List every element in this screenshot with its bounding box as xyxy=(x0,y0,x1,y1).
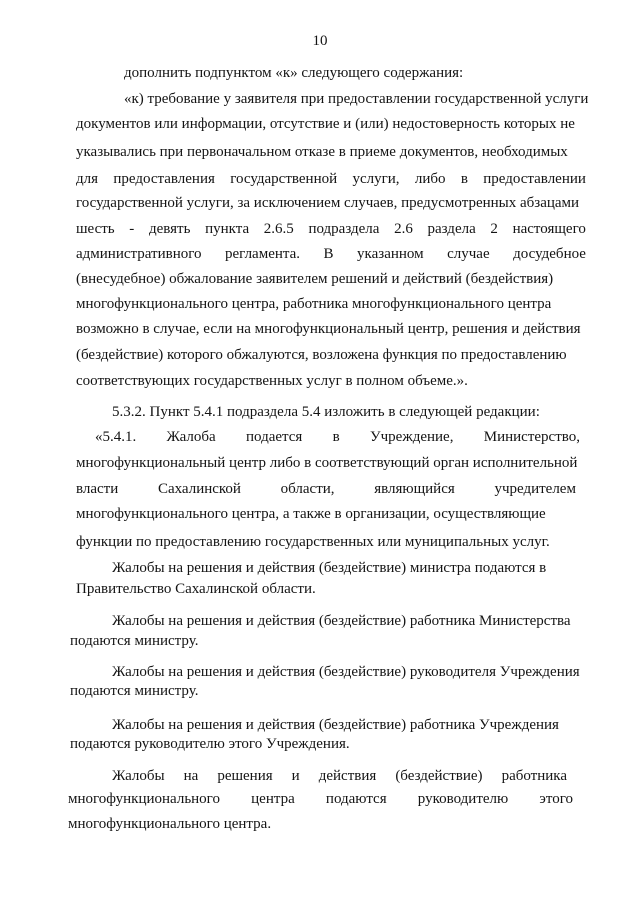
text-segment: являющийся xyxy=(374,481,455,497)
text-line xyxy=(76,533,581,551)
text-segment: В xyxy=(323,246,334,262)
text-segment: 2.6 xyxy=(394,221,413,237)
text-segment: подаются руководителю этого Учреждения. xyxy=(70,736,350,752)
text-segment: пункта xyxy=(205,221,250,237)
text-segment: Жалобы на решения и действия (бездействие) работника Министерства xyxy=(112,613,571,629)
text-segment: работника xyxy=(501,768,567,784)
text-segment: шесть xyxy=(76,221,115,237)
text-segment: соответствующих государственных услуг в полном объеме.». xyxy=(76,373,468,389)
text-segment: многофункционального центра, работника многофункционального центра xyxy=(76,296,552,312)
text-segment: 2.6.5 xyxy=(263,221,294,237)
text-line xyxy=(76,220,586,238)
text-line xyxy=(112,716,572,734)
text-segment: 2 xyxy=(490,221,498,237)
text-line xyxy=(76,505,581,523)
text-segment: Жалобы на решения и действия (бездействие) руководителя Учреждения xyxy=(112,664,580,680)
text-segment: Учреждение, xyxy=(370,429,454,445)
text-segment: на xyxy=(183,768,199,784)
text-segment: подаются министру. xyxy=(70,683,199,699)
text-segment: Министерство, xyxy=(483,429,580,445)
text-segment: - xyxy=(129,221,135,237)
text-segment: Правительство Сахалинской области. xyxy=(76,581,316,597)
text-segment: досудебное xyxy=(513,246,586,262)
text-line xyxy=(112,612,572,630)
text-segment: власти xyxy=(76,481,119,497)
text-segment: Жалобы на решения и действия (бездействие) работника Учреждения xyxy=(112,717,559,733)
text-segment: многофункционального xyxy=(68,791,220,807)
text-line xyxy=(112,559,572,577)
text-line xyxy=(112,403,582,421)
text-line xyxy=(76,372,586,390)
text-segment: многофункционального центра. xyxy=(68,816,272,832)
text-segment: области, xyxy=(280,481,335,497)
text-line xyxy=(95,428,580,446)
text-segment: руководителю xyxy=(417,791,509,807)
text-line xyxy=(112,663,580,681)
text-segment: (бездействие) которого обжалуются, возложена функция по предоставлению xyxy=(76,347,567,363)
text-line xyxy=(76,115,586,133)
text-segment: (бездействие) xyxy=(395,768,483,784)
text-line xyxy=(76,346,586,364)
text-segment: учредителем xyxy=(494,481,576,497)
text-segment: указывались при первоначальном отказе в приеме документов, необходимых xyxy=(76,144,568,160)
text-segment: Жалобы xyxy=(112,768,165,784)
text-segment: услуги, xyxy=(352,171,400,187)
text-segment: Жалоба xyxy=(166,429,216,445)
text-segment: многофункциональный центр либо в соответствующий орган исполнительной xyxy=(76,455,578,471)
text-line xyxy=(76,270,586,288)
text-segment: государственной xyxy=(230,171,338,187)
text-segment: центра xyxy=(251,791,295,807)
text-line xyxy=(76,580,476,598)
text-segment: документов или информации, отсутствие и (или) недостоверность которых не xyxy=(76,116,575,132)
text-segment: дополнить подпунктом «к» следующего содержания: xyxy=(124,65,464,81)
text-line xyxy=(76,295,586,313)
text-line xyxy=(124,90,589,108)
text-line xyxy=(76,480,576,498)
text-line xyxy=(76,170,586,188)
text-line xyxy=(70,682,370,700)
text-segment: в xyxy=(332,429,340,445)
text-segment: функции по предоставлению государственных или муниципальных услуг. xyxy=(76,534,550,550)
text-segment: и xyxy=(291,768,300,784)
text-segment: «5.4.1. xyxy=(95,429,137,445)
text-line xyxy=(76,194,586,212)
text-line xyxy=(70,632,370,650)
text-segment: Жалобы на решения и действия (бездействие) министра подаются в xyxy=(112,560,547,576)
text-line xyxy=(76,320,586,338)
text-segment: настоящего xyxy=(512,221,586,237)
text-segment: для xyxy=(76,171,99,187)
text-line xyxy=(76,454,581,472)
text-segment: предоставлении xyxy=(483,171,586,187)
text-segment: этого xyxy=(539,791,573,807)
text-segment: либо xyxy=(414,171,446,187)
text-segment: (внесудебное) обжалование заявителем решений и действий (бездействия) xyxy=(76,271,554,287)
text-line xyxy=(68,815,468,833)
text-segment: девять xyxy=(148,221,191,237)
text-line xyxy=(68,790,573,808)
text-line xyxy=(76,143,586,161)
text-segment: подается xyxy=(245,429,303,445)
text-segment: указанном xyxy=(357,246,424,262)
text-segment: предоставления xyxy=(113,171,215,187)
text-line xyxy=(124,64,464,82)
text-segment: действия xyxy=(318,768,377,784)
text-line xyxy=(112,767,567,785)
text-segment: административного xyxy=(76,246,202,262)
text-segment: случае xyxy=(447,246,490,262)
text-segment: 5.3.2. Пункт 5.4.1 подраздела 5.4 изложить в следующей редакции: xyxy=(112,404,540,420)
text-segment: возможно в случае, если на многофункциональный центр, решения и действия xyxy=(76,321,581,337)
text-segment: решения xyxy=(217,768,273,784)
page-number: 10 xyxy=(312,33,328,49)
text-segment: Сахалинской xyxy=(157,481,241,497)
text-segment: государственной услуги, за исключением случаев, предусмотренных абзацами xyxy=(76,195,580,211)
text-line xyxy=(76,245,586,263)
text-segment: «к) требование у заявителя при предоставлении государственной услуги xyxy=(124,91,589,107)
text-segment: регламента. xyxy=(225,246,301,262)
text-segment: многофункционального центра, а также в организации, осуществляющие xyxy=(76,506,546,522)
text-segment: подраздела xyxy=(308,221,380,237)
text-segment: подаются xyxy=(325,791,387,807)
text-segment: раздела xyxy=(427,221,476,237)
text-line xyxy=(70,735,470,753)
text-segment: в xyxy=(460,171,468,187)
text-segment: подаются министру. xyxy=(70,633,199,649)
